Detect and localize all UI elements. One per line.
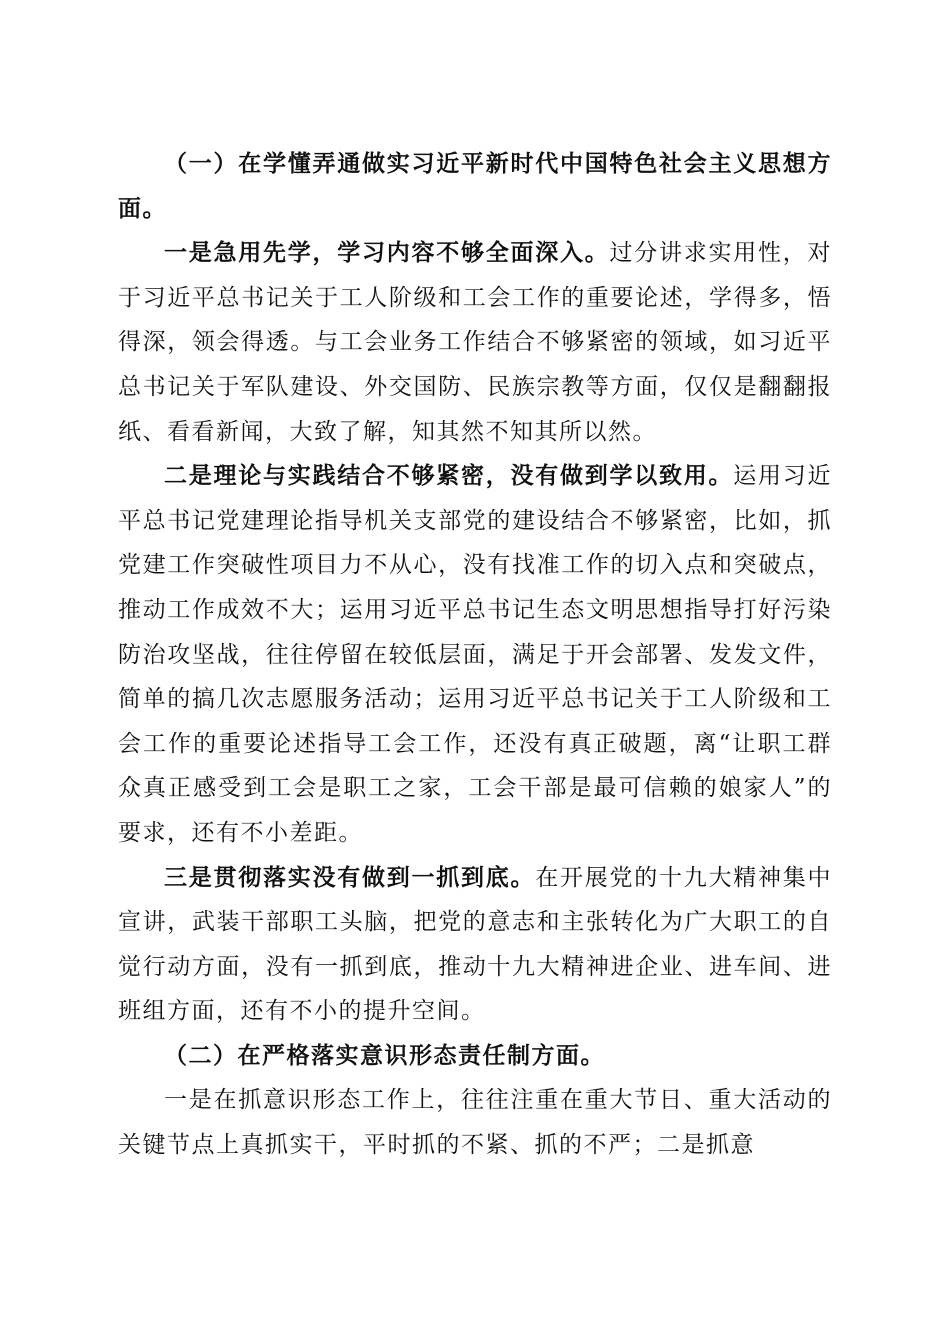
paragraph-lead: 三是贯彻落实没有做到一抓到底。 [164, 863, 536, 891]
section-heading-1 [118, 142, 832, 231]
paragraph-body: 运用习近平总书记党建理论指导机关支部党的建设结合不够紧密，比如，抓党建工作突破性项目力不从心，没有找准工作的切入点和突破点，推动工作成效不大；运用习近平总书记生态文明思想指导打好污染防治攻坚战，往往停留在较低层面，满足于开会部署、发发文件，简单的搞几次志愿服务活动；运用习近平总书记关于工人阶级和工会工作的重要论述指导工会工作，还没有真正破题，离“让职工群众真正感受到工会是职工之家，工会干部是最可信赖的娘家人”的要求，还有不小差距。 [118, 463, 832, 846]
section-heading-text: （二）在严格落实意识形态责任制方面。 [164, 1041, 605, 1069]
paragraph-1 [118, 231, 832, 454]
paragraph-lead: 二是理论与实践结合不够紧密，没有做到学以致用。 [164, 462, 734, 490]
document-page [118, 142, 832, 1168]
paragraph-2 [118, 454, 832, 855]
paragraph-body: 一是在抓意识形态工作上，往往注重在重大节日、重大活动的关键节点上真抓实干，平时抓的不紧、抓的不严；二是抓意 [118, 1087, 832, 1159]
paragraph-4 [118, 1078, 832, 1167]
section-heading-text: （一）在学懂弄通做实习近平新时代中国特色社会主义思想方面。 [118, 150, 832, 222]
section-heading-2 [118, 1034, 832, 1079]
paragraph-lead: 一是急用先学，学习内容不够全面深入。 [164, 239, 610, 267]
paragraph-body: 过分讲求实用性，对于习近平总书记关于工人阶级和工会工作的重要论述，学得多，悟得深，领会得透。与工会业务工作结合不够紧密的领域，如习近平总书记关于军队建设、外交国防、民族宗教等方面，仅仅是翻翻报纸、看看新闻，大致了解，知其然不知其所以然。 [118, 240, 832, 445]
paragraph-3 [118, 856, 832, 1034]
paragraph-body: 在开展党的十九大精神集中宣讲，武装干部职工头脑，把党的意志和主张转化为广大职工的自觉行动方面，没有一抓到底，推动十九大精神进企业、进车间、进班组方面，还有不小的提升空间。 [118, 864, 832, 1025]
